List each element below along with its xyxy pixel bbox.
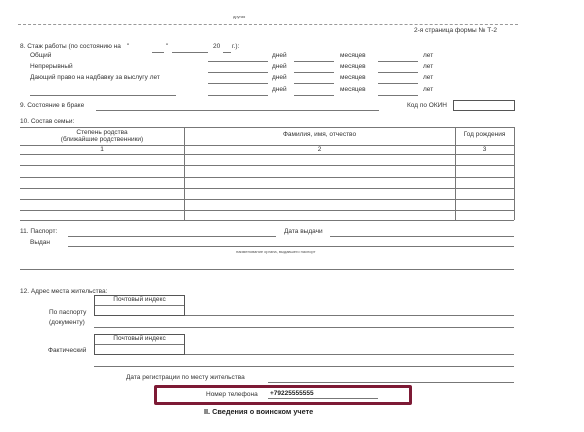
quote-close: " (166, 43, 169, 50)
family-col-divider-1 (184, 127, 185, 220)
seniority-row-label: Непрерывный (30, 63, 73, 70)
days-label: дней (272, 86, 287, 93)
family-table-row-line (20, 177, 514, 178)
date-month-blank[interactable] (172, 52, 208, 53)
family-colnum-1: 1 (100, 146, 104, 153)
section9-title: 9. Состояние в браке (20, 102, 85, 109)
section11-title: 11. Паспорт: (20, 228, 58, 235)
days-label: дней (272, 63, 287, 70)
years-field[interactable] (378, 95, 418, 96)
issuer-caption: наименование органа, выдавшего паспорт (236, 249, 316, 254)
family-header-fullname: Фамилия, имя, отчество (282, 131, 357, 138)
section12-title: 12. Адрес места жительства: (20, 288, 108, 295)
years-label: лет (423, 63, 434, 70)
days-field[interactable] (208, 72, 268, 73)
passport-address-line-1[interactable] (185, 315, 514, 316)
by-passport-label: По паспорту (документу) (49, 309, 87, 326)
year-prefix: 20 (213, 43, 221, 50)
actual-address-line-2[interactable] (94, 366, 514, 367)
section8-title: 8. Стаж работы (по состоянию на " (20, 43, 130, 50)
days-field[interactable] (208, 83, 268, 84)
years-label: лет (423, 86, 434, 93)
page-label: 2-я страница формы № Т-2 (414, 27, 497, 34)
years-field[interactable] (378, 72, 418, 73)
phone-line (268, 398, 378, 399)
family-colnum-2: 2 (317, 146, 322, 153)
family-table-row-line (20, 220, 514, 221)
issued-by-label: Выдан (30, 239, 51, 246)
actual-address-line-1[interactable] (185, 354, 514, 355)
family-table-row-line (20, 199, 514, 200)
family-colnum-3: 3 (482, 146, 487, 153)
family-col-divider-2 (455, 127, 456, 220)
months-label: месяцев (340, 74, 366, 81)
months-label: месяцев (340, 86, 366, 93)
registration-date-line[interactable] (268, 382, 514, 383)
phone-value[interactable]: +79225555555 (270, 390, 314, 397)
postal-index-label: Почтовый индекс (113, 335, 166, 342)
family-header-relation: Степень родства (ближайшие родственники) (60, 129, 144, 144)
family-table-top (20, 127, 514, 128)
postal-index-divider (95, 305, 184, 306)
years-label: лет (423, 74, 434, 81)
issued-by-line-2[interactable] (20, 269, 514, 270)
days-label: дней (272, 74, 287, 81)
year-suffix: г.): (232, 43, 240, 50)
year-blank[interactable] (223, 52, 231, 53)
actual-postal-index-box[interactable] (94, 334, 185, 355)
months-field[interactable] (294, 83, 334, 84)
seniority-row-label: Дающий право на надбавку за выслугу лет (30, 74, 160, 81)
days-label: дней (272, 52, 287, 59)
days-field[interactable] (208, 61, 268, 62)
years-field[interactable] (378, 61, 418, 62)
issued-by-line[interactable] (68, 246, 514, 247)
okin-code-box[interactable] (453, 100, 515, 111)
family-table-row-line (20, 210, 514, 211)
registration-date-label: Дата регистрации по месту жительства (126, 374, 245, 381)
section10-title: 10. Состав семьи: (20, 118, 75, 125)
issue-date-label: Дата выдачи (284, 228, 323, 235)
postal-index-divider (95, 344, 184, 345)
date-day-blank[interactable] (152, 52, 164, 53)
passport-number-line[interactable] (68, 236, 276, 237)
family-table-right (514, 127, 515, 220)
years-field[interactable] (378, 83, 418, 84)
marital-status-line[interactable] (96, 110, 379, 111)
months-field[interactable] (294, 61, 334, 62)
family-table-row-line (20, 165, 514, 166)
section-ii-title: II. Сведения о воинском учете (204, 407, 314, 416)
passport-address-line-2[interactable] (94, 327, 514, 328)
months-label: месяцев (340, 63, 366, 70)
issue-date-line[interactable] (330, 236, 514, 237)
family-table-row-line (20, 154, 514, 155)
passport-postal-index-box[interactable] (94, 295, 185, 316)
seniority-row-label: Общий (30, 52, 52, 59)
top-cut-text: другая (233, 14, 246, 19)
okin-label: Код по ОКИН (407, 102, 448, 109)
family-table-row-line (20, 188, 514, 189)
years-label: лет (423, 52, 434, 59)
months-label: месяцев (340, 52, 366, 59)
seniority-row-label-blank[interactable] (30, 95, 176, 96)
family-header-birthyear: Год рождения (463, 131, 506, 138)
postal-index-label: Почтовый индекс (113, 296, 166, 303)
days-field[interactable] (208, 95, 268, 96)
actual-label: Фактический (48, 347, 87, 354)
months-field[interactable] (294, 95, 334, 96)
page-separator (18, 24, 518, 25)
phone-label: Номер телефона (206, 391, 258, 398)
months-field[interactable] (294, 72, 334, 73)
